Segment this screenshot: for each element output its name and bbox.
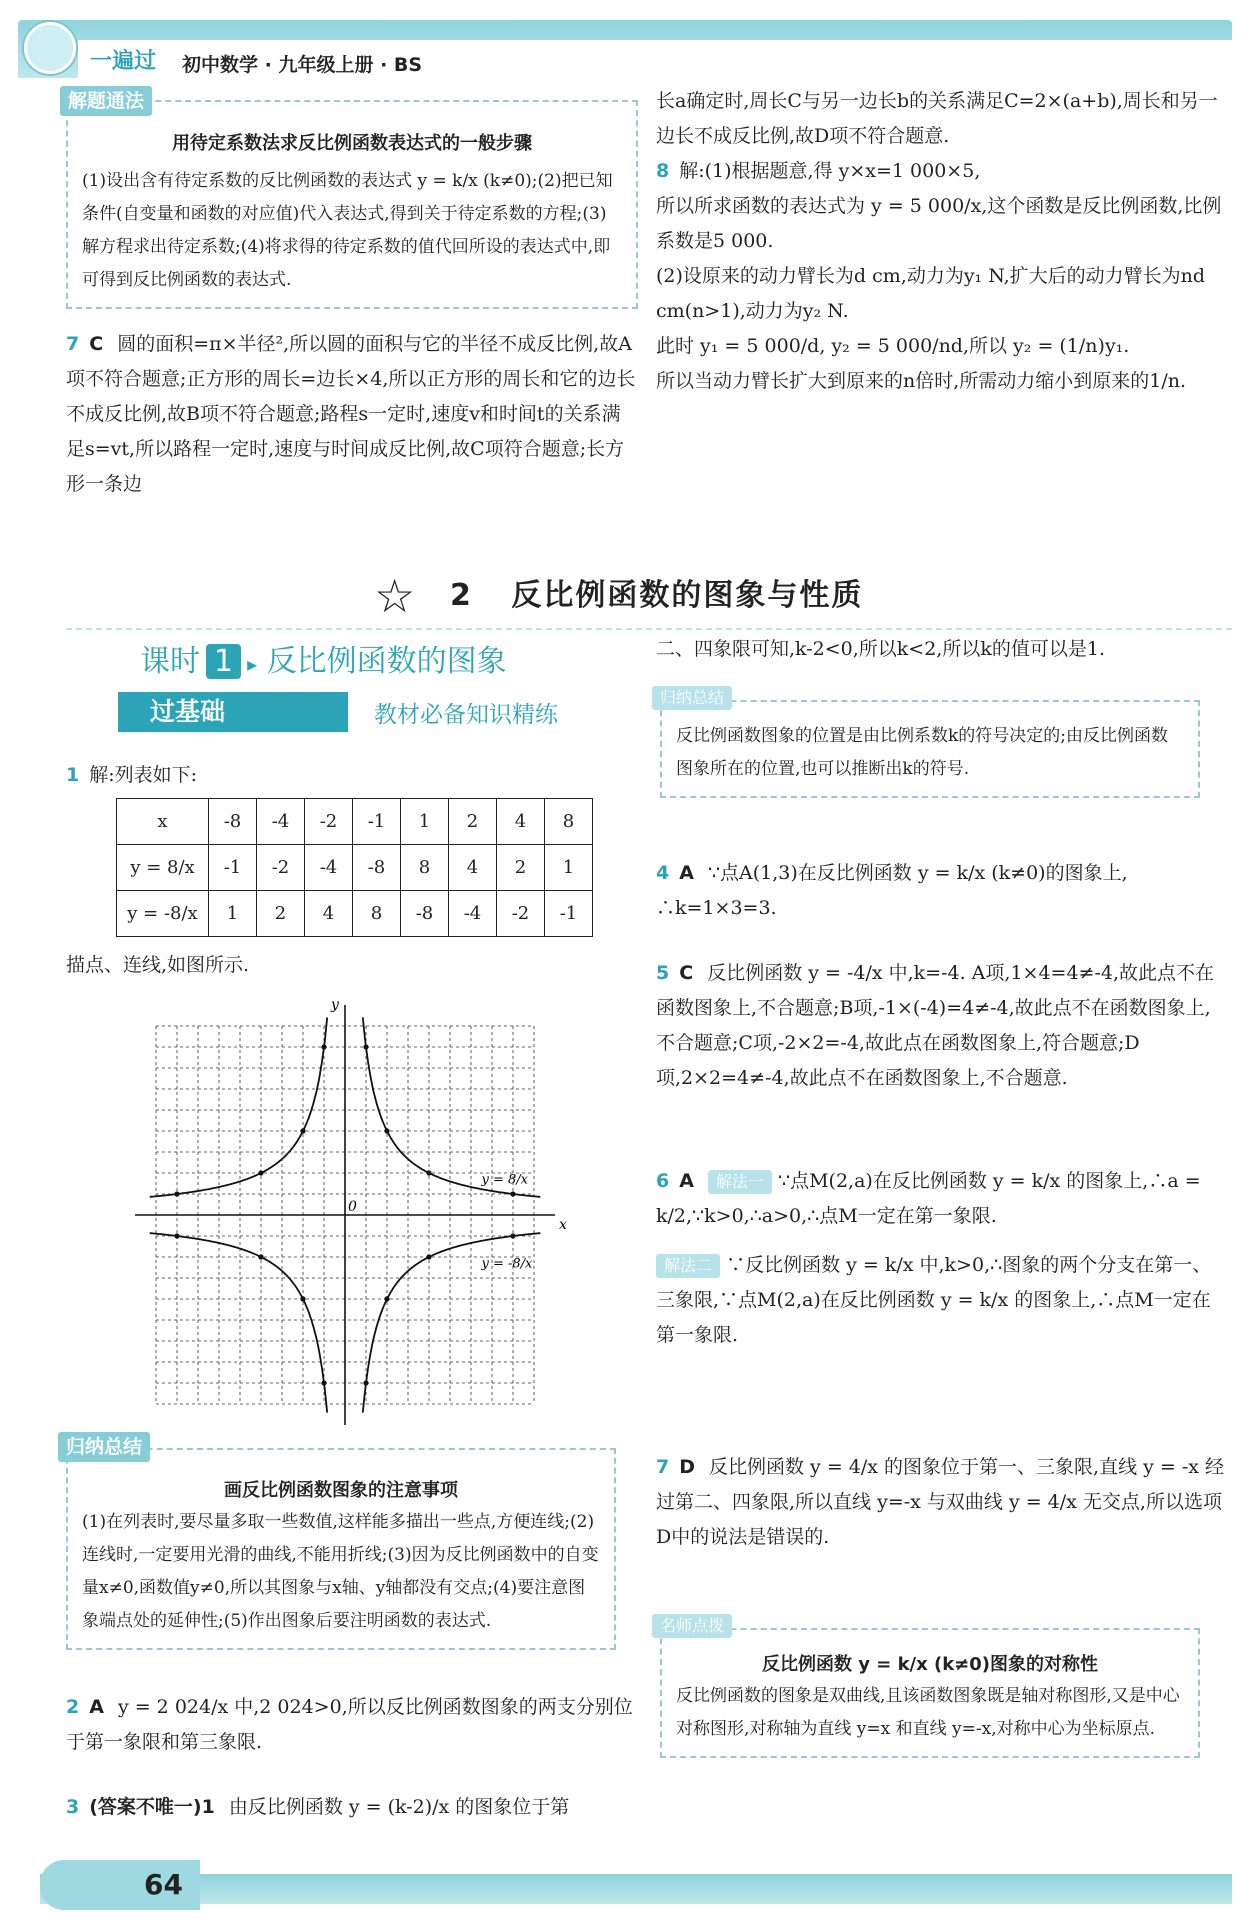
q8-line-1: 解:(1)根据题意,得 y×x=1 000×5, xyxy=(679,160,981,182)
summary-box-left xyxy=(66,1436,616,1650)
q4 xyxy=(656,856,1226,926)
table-cell: 8 xyxy=(353,891,401,937)
q7-text: 圆的面积=π×半径²,所以圆的面积与它的半径不成反比例,故A项不符合题意;正方形的周长=边长×4,所以正方形的周长和它的边长不成反比例,故B项不符合题意;路程s一定时,速度v和时间t的关系满足s=vt,所以路程一定时,速度与时间成反比例,故C项符合题意;长方形一条边 xyxy=(66,333,636,495)
q8-line-2: 所以所求函数的表达式为 y = 5 000/x,这个函数是反比例函数,比例系数是5 000. xyxy=(656,195,1222,252)
table-cell: y = -8/x xyxy=(117,891,209,937)
plot-point xyxy=(321,1044,326,1049)
x-axis-label: x xyxy=(559,1217,567,1233)
table-cell: 8 xyxy=(401,845,449,891)
q8-line-5: 所以当动力臂长扩大到原来的n倍时,所需动力缩小到原来的1/n. xyxy=(656,370,1187,392)
table-cell: -1 xyxy=(353,799,401,845)
origin-label: 0 xyxy=(348,1199,357,1215)
table-cell: -1 xyxy=(209,845,257,891)
plot-point xyxy=(384,1128,389,1133)
method-body: (1)设出含有待定系数的反比例函数的表达式 y = k/x (k≠0);(2)把已知条件(自变量和函数的对应值)代入表达式,得到关于待定系数的方程;(3)解方程求出待定系数;(4)将求得的待定系数的值代回所设的表达式中,即可得到反比例函数的表达式. xyxy=(82,171,613,290)
table-cell: -4 xyxy=(257,799,305,845)
q7-bottom xyxy=(656,1450,1226,1555)
q3 xyxy=(66,1790,638,1825)
summary-left-body: (1)在列表时,要尽量多取一些数值,这样能多描出一些点,方便连线;(2)连线时,一定要用光滑的曲线,不能用折线;(3)因为反比例函数中的自变量x≠0,函数值y≠0,所以其图象与x轴、y轴都没有交点;(4)要注意图象端点处的延伸性;(5)作出图象后要注明函数的表达式. xyxy=(82,1512,599,1631)
plot-point xyxy=(510,1233,515,1238)
section-title: 反比例函数的图象与性质 xyxy=(511,578,864,613)
q5-text: 反比例函数 y = -4/x 中,k=-4. A项,1×4=4≠-4,故此点不在函数图象上,不合题意;B项,-1×(-4)=4≠-4,故此点不在函数图象上,不合题意;C项,-2×2=-4,故此点在函数图象上,符合题意;D项,2×2=4≠-4,故此点不在函数图象上,不合题意. xyxy=(656,962,1215,1089)
plot-point xyxy=(510,1191,515,1196)
summary-left-title: 画反比例函数图象的注意事项 xyxy=(224,1480,458,1501)
mascot-logo-icon xyxy=(24,22,76,74)
q5 xyxy=(656,956,1226,1096)
footer-band xyxy=(40,1874,1232,1904)
table-row xyxy=(117,845,593,891)
plot-point xyxy=(426,1170,431,1175)
plot-point xyxy=(300,1296,305,1301)
q5-answer: C xyxy=(679,962,694,984)
plot-point xyxy=(321,1380,326,1385)
curve-label-negative: y = -8/x xyxy=(481,1256,533,1272)
table-cell: -4 xyxy=(305,845,353,891)
method-title: 用待定系数法求反比例函数表达式的一般步骤 xyxy=(172,133,532,154)
q2-answer: A xyxy=(89,1696,104,1718)
tip-tag: 名师点拨 xyxy=(652,1614,732,1638)
q7b-number: 7 xyxy=(656,1456,670,1478)
method-box-column xyxy=(66,86,638,502)
q6-method1-tag: 解法一 xyxy=(708,1170,772,1194)
table-cell: 1 xyxy=(401,799,449,845)
curve-label-positive: y = 8/x xyxy=(481,1172,528,1188)
course-title: 初中数学 · 九年级上册 · BS xyxy=(182,54,423,76)
hyperbola-graph xyxy=(160,990,567,1430)
page-number: 64 xyxy=(40,1860,200,1910)
lesson-number: 1 xyxy=(206,644,241,679)
plot-point xyxy=(426,1254,431,1259)
q8-number: 8 xyxy=(656,160,670,182)
table-cell: 2 xyxy=(497,845,545,891)
q1 xyxy=(66,758,638,793)
table-cell: 4 xyxy=(449,845,497,891)
basis-subtitle: 教材必备知识精练 xyxy=(374,702,558,728)
method-tag: 解题通法 xyxy=(60,86,152,116)
q3-number: 3 xyxy=(66,1796,80,1818)
table-cell: -8 xyxy=(209,799,257,845)
lesson-label: 课时 xyxy=(140,644,200,679)
curve-pos-q3 xyxy=(150,1233,328,1413)
q2-number: 2 xyxy=(66,1696,80,1718)
q7b-answer: D xyxy=(679,1456,696,1478)
table-row xyxy=(117,891,593,937)
q6-method2-text: ∵反比例函数 y = k/x 中,k>0,∴图象的两个分支在第一、三象限,∵点M(2,a)在反比例函数 y = k/x 的图象上,∴点M一定在第一象限. xyxy=(656,1254,1212,1346)
q8 xyxy=(656,154,1226,189)
method-box xyxy=(66,90,638,309)
table-cell: 4 xyxy=(305,891,353,937)
q6-method1-text: ∵点M(2,a)在反比例函数 y = k/x 的图象上,∴a = k/2,∵k>0,∴a>0,∴点M一定在第一象限. xyxy=(656,1170,1201,1227)
q3-text: 由反比例函数 y = (k-2)/x 的图象位于第 xyxy=(228,1796,570,1818)
table-cell: 1 xyxy=(545,845,593,891)
q3-answer: (答案不唯一)1 xyxy=(89,1796,215,1818)
plot-point xyxy=(258,1170,263,1175)
summary-right-tag: 归纳总结 xyxy=(652,686,732,710)
tip-box xyxy=(660,1616,1200,1758)
summary-box-right xyxy=(660,688,1200,798)
q2 xyxy=(66,1690,638,1760)
y-axis-label: y xyxy=(331,997,339,1013)
q1-intro: 解:列表如下: xyxy=(89,764,198,786)
table-cell: -2 xyxy=(497,891,545,937)
plot-point xyxy=(258,1254,263,1259)
star-face-icon: ☆ xyxy=(374,569,416,623)
table-cell: 2 xyxy=(257,891,305,937)
table-cell: x xyxy=(117,799,209,845)
table-cell: 4 xyxy=(497,799,545,845)
table-cell: 8 xyxy=(545,799,593,845)
table-cell: 1 xyxy=(209,891,257,937)
q4-text: ∵点A(1,3)在反比例函数 y = k/x (k≠0)的图象上, ∴k=1×3=3. xyxy=(656,862,1128,919)
section-number: 2 xyxy=(450,578,473,613)
q6-method2-tag: 解法二 xyxy=(656,1254,720,1278)
section-divider xyxy=(66,628,1232,630)
value-table xyxy=(116,798,593,937)
summary-right-body: 反比例函数图象的位置是由比例系数k的符号决定的;由反比例函数图象所在的位置,也可以推断出k的符号. xyxy=(676,726,1169,779)
summary-left-tag: 归纳总结 xyxy=(58,1432,150,1462)
table-cell: 2 xyxy=(449,799,497,845)
q3-continuation: 二、四象限可知,k-2<0,所以k<2,所以k的值可以是1. xyxy=(656,638,1105,660)
q2-text: y = 2 024/x 中,2 024>0,所以反比例函数图象的两支分别位于第一象限和第三象限. xyxy=(66,1696,633,1753)
q7-continuation: 长a确定时,周长C与另一边长b的关系满足C=2×(a+b),周长和另一边长不成反比例,故D项不符合题意. xyxy=(656,90,1218,147)
q7-top xyxy=(66,327,638,502)
table-cell: -4 xyxy=(449,891,497,937)
q1-number: 1 xyxy=(66,764,80,786)
q4-answer: A xyxy=(679,862,694,884)
lesson-heading: 课时 1 ▸ 反比例函数的图象 xyxy=(140,644,507,679)
plot-point xyxy=(384,1296,389,1301)
basis-label: 过基础 xyxy=(118,692,348,732)
top-right-column xyxy=(656,84,1226,399)
q7-answer: C xyxy=(89,333,104,355)
lesson-title: 反比例函数的图象 xyxy=(266,644,507,679)
table-cell: -8 xyxy=(353,845,401,891)
plot-point xyxy=(174,1233,179,1238)
q1-after: 描点、连线,如图所示. xyxy=(66,954,250,976)
section-heading xyxy=(380,570,863,614)
plot-point xyxy=(363,1380,368,1385)
table-cell: -2 xyxy=(257,845,305,891)
q6-number: 6 xyxy=(656,1170,670,1192)
brand-name: 一遍过 xyxy=(90,49,157,74)
q8-line-3: (2)设原来的动力臂长为d cm,动力为y₁ N,扩大后的动力臂长为nd cm(n>1),动力为y₂ N. xyxy=(656,265,1206,322)
q4-number: 4 xyxy=(656,862,670,884)
plot-point xyxy=(174,1191,179,1196)
curve-pos-q1 xyxy=(363,1017,541,1197)
curve-neg-q2 xyxy=(150,1017,328,1197)
q7-number: 7 xyxy=(66,333,80,355)
tip-body: 反比例函数的图象是双曲线,且该函数图象既是轴对称图形,又是中心对称图形,对称轴为直线 y=x 和直线 y=-x,对称中心为坐标原点. xyxy=(676,1686,1180,1739)
plot-point xyxy=(363,1044,368,1049)
q7b-text: 反比例函数 y = 4/x 的图象位于第一、三象限,直线 y = -x 经过第二、四象限,所以直线 y=-x 与双曲线 y = 4/x 无交点,所以选项D中的说法是错误的. xyxy=(656,1456,1225,1548)
q6-answer: A xyxy=(679,1170,694,1192)
table-cell: y = 8/x xyxy=(117,845,209,891)
tip-title: 反比例函数 y = k/x (k≠0)图象的对称性 xyxy=(761,1654,1099,1675)
table-cell: -1 xyxy=(545,891,593,937)
table-row xyxy=(117,799,593,845)
table-cell: -8 xyxy=(401,891,449,937)
q8-line-4: 此时 y₁ = 5 000/d, y₂ = 5 000/nd,所以 y₂ = (1/n)y₁. xyxy=(656,335,1130,357)
table-cell: -2 xyxy=(305,799,353,845)
basis-banner xyxy=(88,692,628,734)
plot-point xyxy=(300,1128,305,1133)
q5-number: 5 xyxy=(656,962,670,984)
q6 xyxy=(656,1164,1226,1353)
